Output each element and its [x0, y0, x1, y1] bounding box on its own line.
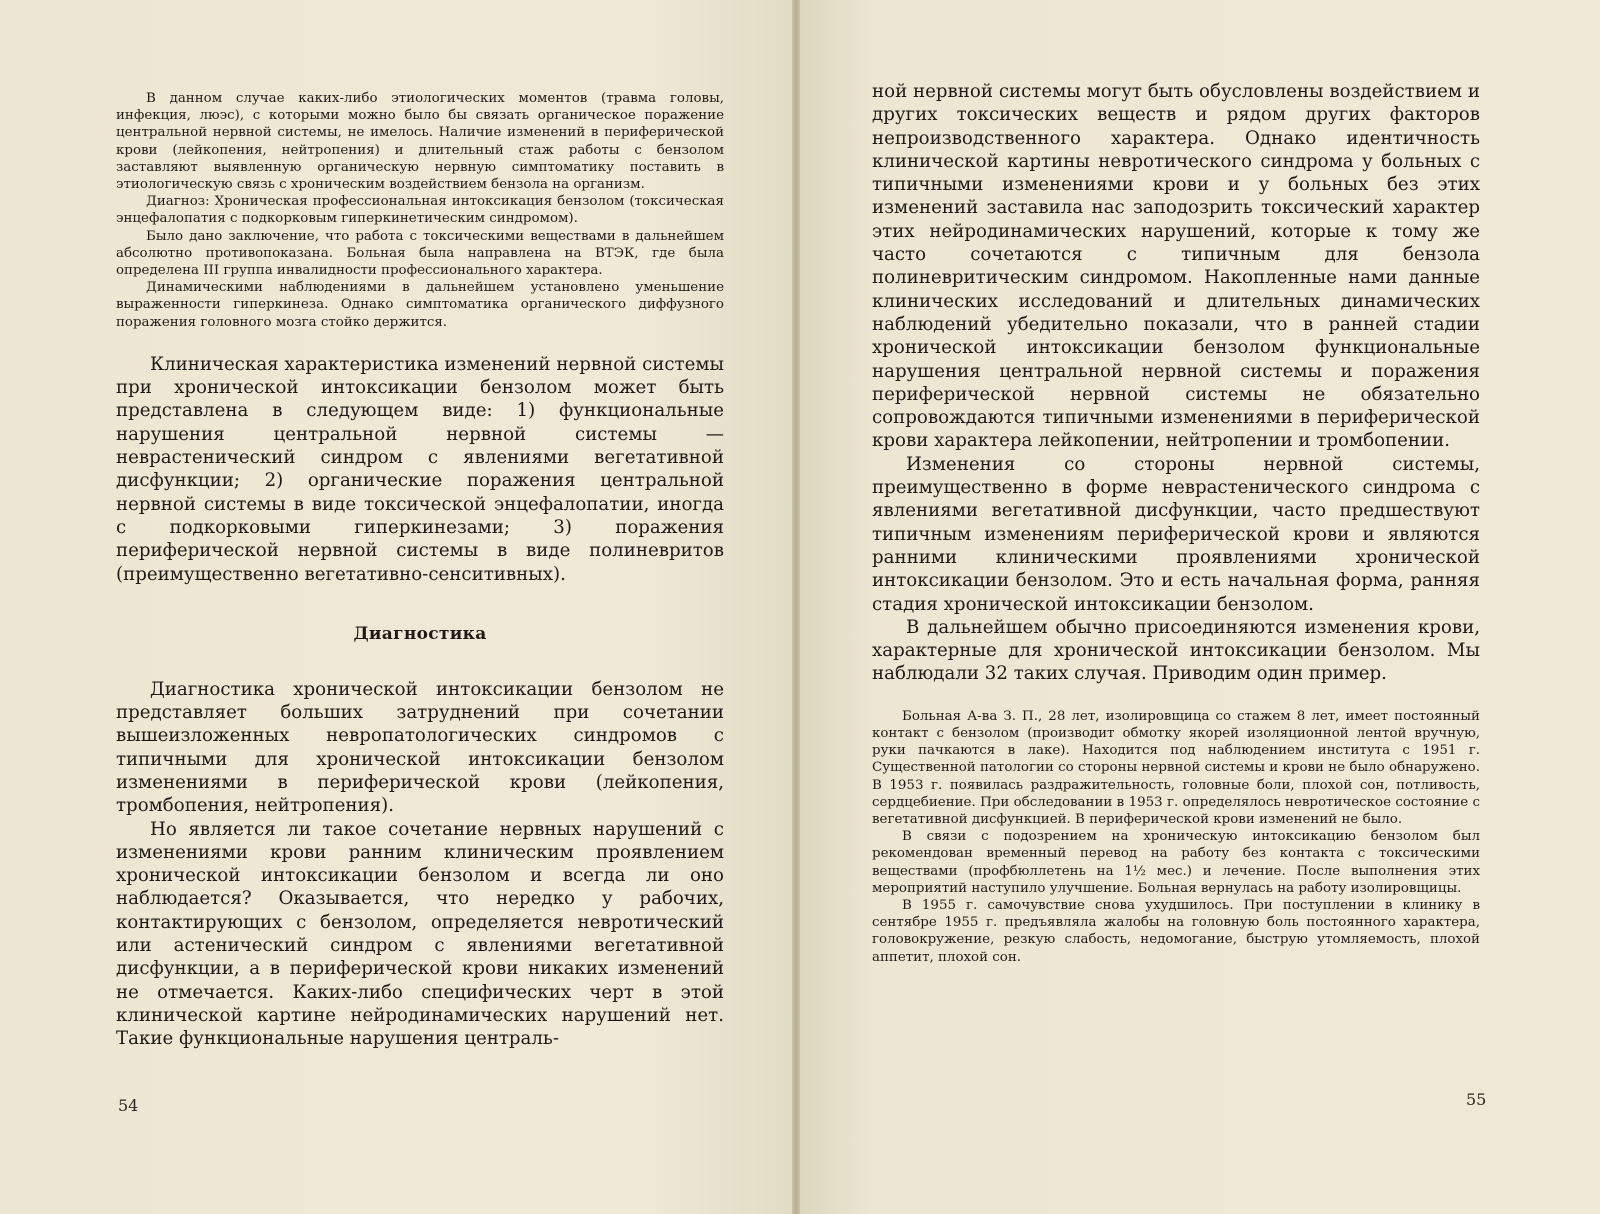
case-report-block: [116, 90, 724, 331]
case-paragraph: Было дано заключение, что работа с токсическими веществами в дальнейшем абсолютно противопоказана. Больная была направлена на ВТЭК, где была определена III группа инвалидности профессионального характера.: [116, 228, 724, 279]
body-paragraph: В дальнейшем обычно присоединяются изменения крови, характерные для хронической интоксикации бензолом. Мы наблюдали 32 таких случая. Приводим один пример.: [872, 616, 1480, 685]
case-paragraph: В 1955 г. самочувствие снова ухудшилось. При поступлении в клинику в сентябре 1955 г. предъявляла жалобы на головную боль постоянного характера, головокружение, резкую слабость, недомогание, быструю утомляемость, плохой аппетит, плохой сон.: [872, 897, 1480, 965]
case-paragraph: В связи с подозрением на хроническую интоксикацию бензолом был рекомендован временный перевод на работу без контакта с токсическими веществами (профбюллетень на 1½ мес.) и лечение. После выполнения этих мероприятий наступило улучшение. Больная вернулась на работу изолировщицы.: [872, 829, 1480, 896]
left-page: [0, 0, 796, 1214]
case-paragraph: В данном случае каких-либо этиологических моментов (травма головы, инфекция, люэс), с которыми можно было бы связать органическое поражение центральной нервной системы, не имелось. Наличие изменений в периферической крови (лейкопения, нейтропения) и длительный стаж работы с бензолом заставляют выявленную органическую нервную симптоматику поставить в этиологическую связь с хроническим воздействием бензола на организм.: [116, 91, 724, 193]
body-text-block: [116, 353, 724, 1051]
left-page-text-column: [116, 90, 724, 1051]
body-paragraph: Но является ли такое сочетание нервных нарушений с изменениями крови ранним клиническим проявлением хронической интоксикации бензолом и всегда ли оно наблюдается? Оказывается, что нередко у рабочих, контактирующих с бензолом, определяется невротический или астенический синдром с явлениями вегетативной дисфункции, а в периферической крови никаких изменений не отмечается. Каких-либо специфических черт в этой клинической картине нейродинамических нарушений нет. Такие функциональные нарушения централь-: [116, 818, 724, 1050]
case-paragraph: Диагноз: Хроническая профессиональная интоксикация бензолом (токсическая энцефалопатия с подкорковым гиперкинетическим синдромом).: [116, 194, 724, 227]
page-number: 55: [1466, 1090, 1487, 1109]
case-paragraph: Динамическими наблюдениями в дальнейшем установлено уменьшение выраженности гиперкинеза. Однако симптоматика органического диффузного поражения головного мозга стойко держится.: [116, 280, 724, 330]
body-paragraph: ной нервной системы могут быть обусловлены воздействием и других токсических веществ и рядом других факторов непроизводственного характера. Однако идентичность клинической картины невротического синдрома у больных с типичными изменениями крови и у больных без этих изменений заставила нас заподозрить токсический характер этих нейродинамических нарушений, которые к тому же часто сочетаются с типичным для бензола полиневритическим синдромом. Накопленные нами данные клинических исследований и длительных динамических наблюдений убедительно показали, что в ранней стадии хронической интоксикации бензолом функциональные нарушения центральной нервной системы и поражения периферической нервной системы не обязательно сопровождаются типичными изменениями в периферической крови характера лейкопении, нейтропении и тромбопении.: [872, 81, 1480, 452]
case-paragraph: Больная А-ва З. П., 28 лет, изолировщица со стажем 8 лет, имеет постоянный контакт с бензолом (производит обмотку якорей изоляционной лентой вручную, руки пачкаются в лаке). Находится под наблюдением института с 1951 г. Существенной патологии со стороны нервной системы и крови не было обнаружено. В 1953 г. появилась раздражительность, головные боли, плохой сон, потливость, сердцебиение. При обследовании в 1953 г. определялось невротическое состояние с вегетативной дисфункцией. В периферической крови изменений не было.: [872, 708, 1480, 827]
page-number: 54: [118, 1096, 139, 1115]
right-page-text-column: [872, 80, 1480, 966]
body-text-block: [872, 80, 1480, 686]
book-gutter: [792, 0, 800, 1214]
body-paragraph: Клиническая характеристика изменений нервной системы при хронической интоксикации бензолом может быть представлена в следующем виде: 1) функциональные нарушения центральной нервной системы — неврастенический синдром с явлениями вегетативной дисфункции; 2) органические поражения центральной нервной системы в виде токсической энцефалопатии, иногда с подкорковыми гиперкинезами; 3) поражения периферической нервной системы в виде полиневритов (преимущественно вегетативно-сенситивных).: [116, 353, 725, 585]
body-paragraph: Изменения со стороны нервной системы, преимущественно в форме неврастенического синдрома с явлениями вегетативной дисфункции, часто предшествуют типичным изменениям периферической крови и являются ранними клиническими проявлениями хронической интоксикации бензолом. Это и есть начальная форма, ранняя стадия хронической интоксикации бензолом.: [872, 453, 1480, 615]
right-page: [796, 0, 1600, 1214]
body-paragraph: Диагностика хронической интоксикации бензолом не представляет больших затруднений при сочетании вышеизложенных невропатологических синдромов с типичными для хронической интоксикации бензолом изменениями в периферической крови (лейкопения, тромбопения, нейтропения).: [116, 678, 724, 817]
section-heading: Диагностика: [353, 623, 487, 644]
case-report-block: [872, 708, 1480, 966]
